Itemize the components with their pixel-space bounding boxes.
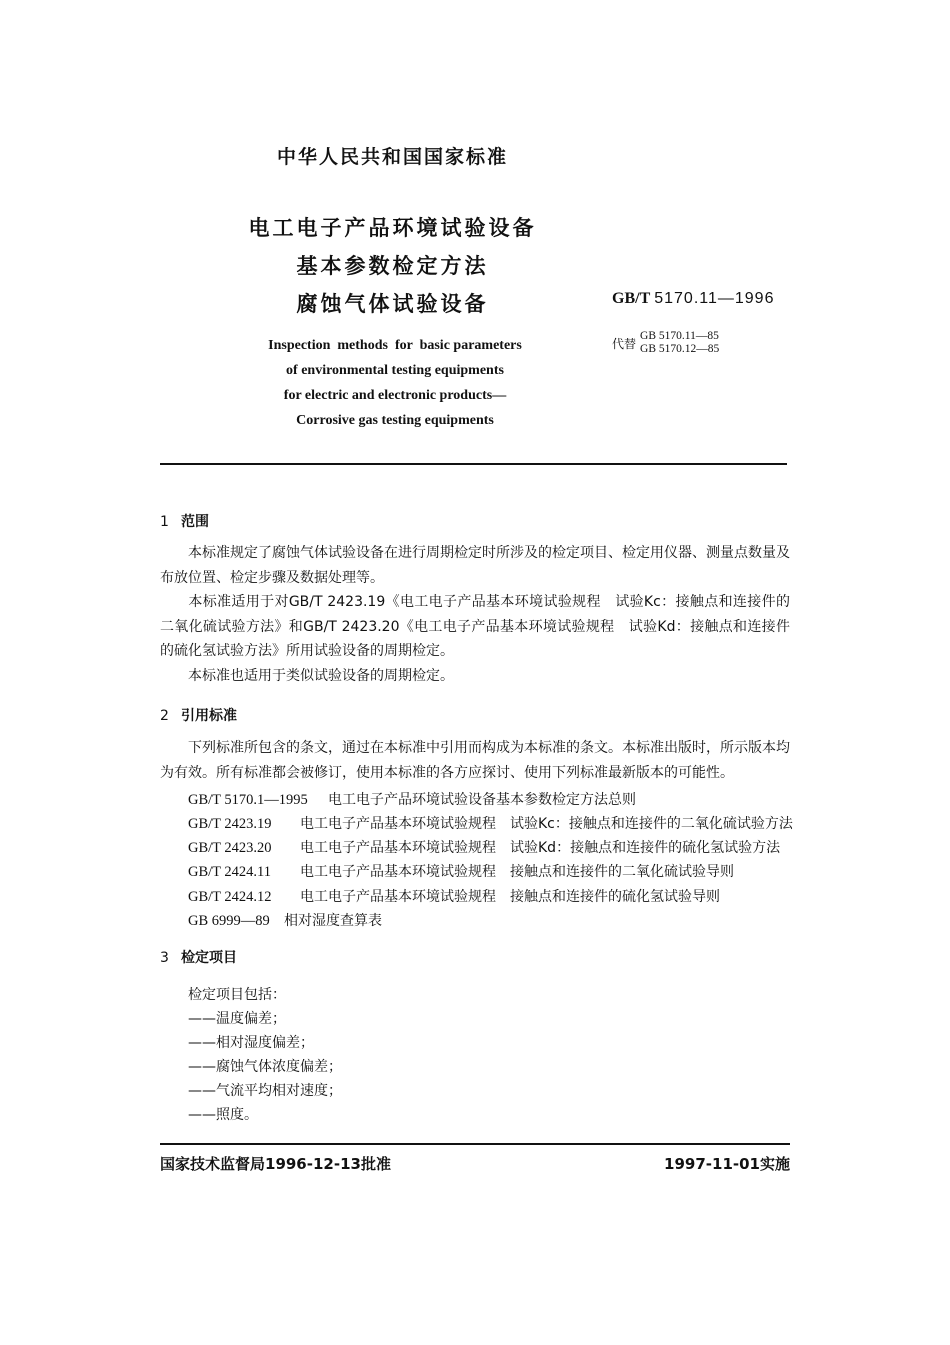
- reference-item: [188, 861, 734, 881]
- list-item: ——气流平均相对速度；: [188, 1083, 342, 1099]
- reference-title: 电工电子产品基本环境试验规程 接触点和连接件的二氧化硫试验导则: [300, 864, 734, 880]
- section-number: 1: [160, 514, 169, 530]
- title-line-3: 腐蚀气体试验设备: [296, 292, 489, 316]
- section-number: 2: [160, 708, 169, 724]
- standard-number: [612, 290, 774, 308]
- section-1-para-2: [160, 590, 790, 664]
- section-1-para-1: [160, 541, 790, 590]
- reference-item: [188, 837, 780, 857]
- implementation-date: 1997-11-01实施: [664, 1155, 790, 1173]
- reference-code: GB/T 2424.11: [188, 864, 271, 880]
- list-item: ——腐蚀气体浓度偏差；: [188, 1059, 342, 1075]
- reference-title: 电工电子产品基本环境试验规程 试验Kc：接触点和连接件的二氧化硫试验方法: [300, 816, 793, 832]
- reference-item: [188, 910, 382, 930]
- list-item: ——温度偏差；: [188, 1011, 286, 1027]
- section-title: 检定项目: [181, 950, 237, 966]
- reference-item: [188, 789, 636, 809]
- header-divider: [160, 463, 787, 465]
- section-2-para-1: [160, 736, 790, 785]
- section-title: 范围: [181, 514, 209, 530]
- reference-item: [188, 886, 720, 906]
- reference-title: 电工电子产品基本环境试验规程 接触点和连接件的硫化氢试验导则: [300, 889, 720, 905]
- footer-divider: [160, 1143, 790, 1145]
- replaced-standard: GB 5170.12—85: [640, 343, 720, 355]
- section-1-heading: [160, 511, 209, 531]
- english-title-line: Corrosive gas testing equipments: [296, 413, 494, 428]
- english-title-line: for electric and electronic products—: [283, 388, 507, 403]
- section-number: 3: [160, 950, 169, 966]
- reference-code: GB 6999—89: [188, 913, 270, 929]
- section-1-para-3: [160, 664, 790, 689]
- reference-code: GB/T 2423.19: [188, 816, 272, 832]
- english-title-line: of environmental testing equipments: [286, 363, 504, 378]
- list-item: ——照度。: [188, 1107, 258, 1123]
- reference-title: 电工电子产品基本环境试验规程 试验Kd：接触点和连接件的硫化氢试验方法: [300, 840, 781, 856]
- replaced-standard: GB 5170.11—85: [640, 330, 719, 342]
- standard-code: 5170.11—1996: [654, 290, 775, 307]
- section-title: 引用标准: [181, 708, 237, 724]
- paragraph-text: 下列标准所包含的条文，通过在本标准中引用而构成为本标准的条文。本标准出版时，所示版本均为有效。所有标准都会被修订，使用本标准的各方应探讨、使用下列标准最新版本的可能性。: [160, 740, 790, 781]
- section-3-heading: [160, 947, 237, 967]
- approval-date: 国家技术监督局1996-12-13批准: [160, 1155, 391, 1173]
- section-3-intro: 检定项目包括：: [188, 987, 286, 1003]
- title-line-1: 电工电子产品环境试验设备: [248, 216, 537, 240]
- reference-code: GB/T 5170.1—1995: [188, 792, 308, 808]
- reference-code: GB/T 2424.12: [188, 889, 272, 905]
- title-line-2: 基本参数检定方法: [296, 254, 489, 278]
- paragraph-text: 本标准也适用于类似试验设备的周期检定。: [188, 668, 454, 684]
- national-standard-heading: 中华人民共和国国家标准: [276, 146, 508, 168]
- paragraph-text: 本标准适用于对GB/T 2423.19《电工电子产品基本环境试验规程 试验Kc：接触点和连接件的二氧化硫试验方法》和GB/T 2423.20《电工电子产品基本环境试验规程 试验Kd：接触点和连接件的硫化氢试验方法》所用试验设备的周期检定。: [160, 594, 790, 659]
- list-item: ——相对湿度偏差；: [188, 1035, 314, 1051]
- reference-title: 电工电子产品环境试验设备基本参数检定方法总则: [328, 792, 636, 808]
- standard-prefix: GB/T: [612, 290, 651, 307]
- english-title-line: Inspection methods for basic parameters: [268, 338, 522, 353]
- english-title: [0, 333, 790, 433]
- reference-code: GB/T 2423.20: [188, 840, 272, 856]
- replaces-label: 代替: [612, 336, 637, 351]
- reference-title: 相对湿度查算表: [284, 913, 382, 929]
- reference-item: [188, 813, 793, 833]
- section-2-heading: [160, 705, 237, 725]
- paragraph-text: 本标准规定了腐蚀气体试验设备在进行周期检定时所涉及的检定项目、检定用仪器、测量点数量及布放位置、检定步骤及数据处理等。: [160, 545, 790, 586]
